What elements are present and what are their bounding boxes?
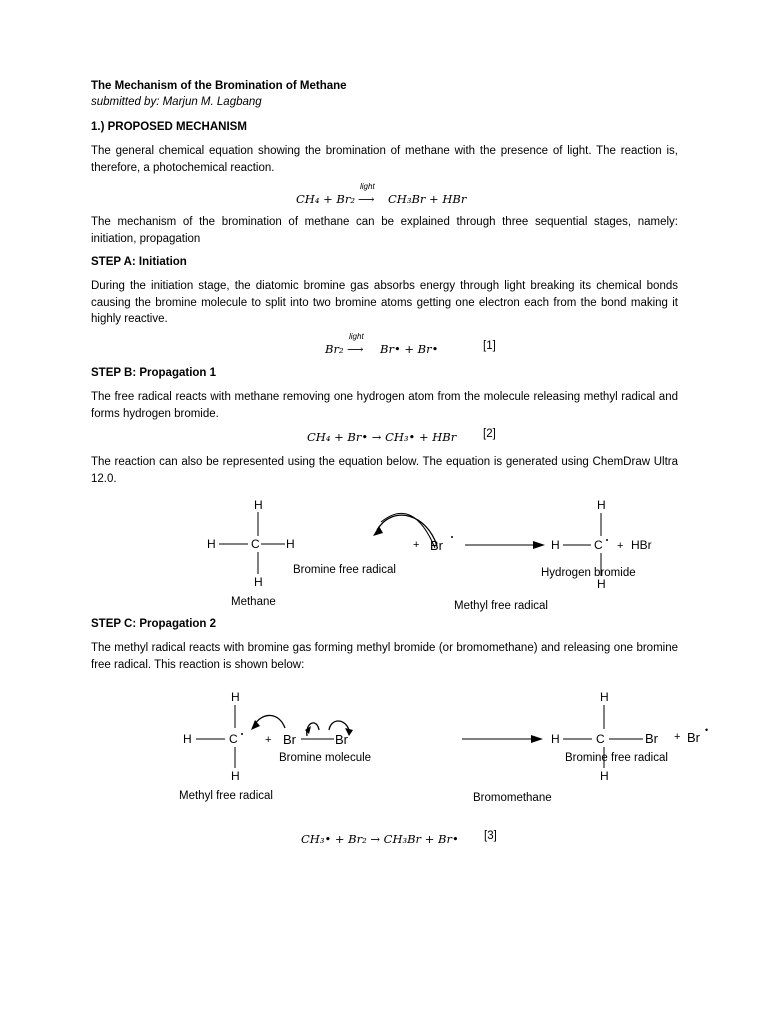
bm-br: Br [645, 731, 658, 746]
label-methane: Methane [231, 596, 276, 608]
methane-h-top: H [254, 498, 263, 512]
mr-h-left: H [183, 732, 192, 746]
methyl-h-top: H [597, 498, 606, 512]
step-a-heading: STEP A: Initiation [91, 256, 187, 268]
equation-1 [325, 332, 585, 360]
eq1-arrow: ⟶ [347, 342, 364, 356]
label-methyl-free-radical-1: Methyl free radical [454, 600, 548, 612]
eq3-number: [3] [484, 830, 497, 842]
eq2-number: [2] [483, 428, 496, 440]
mr-h-bottom: H [231, 769, 240, 783]
bm-h-top: H [600, 690, 609, 704]
eq2-text: CH₄ + Br• → CH₃• + HBr [307, 430, 457, 444]
br-2: Br [335, 732, 348, 747]
label-hydrogen-bromide: Hydrogen bromide [541, 567, 636, 579]
section-heading-proposed-mechanism: 1.) PROPOSED MECHANISM [91, 121, 247, 133]
methane-h-bottom: H [254, 575, 263, 589]
eq-general-right: CH₃Br + HBr [388, 192, 467, 206]
step-b-paragraph: The free radical reacts with methane removing one hydrogen atom from the molecule releasing methyl radical and forms hydrogen bromide. [91, 391, 678, 420]
eq1-number: [1] [483, 340, 496, 352]
plus-1: + [413, 539, 420, 551]
mr-c: C [229, 732, 238, 746]
eq1-over: light [349, 332, 364, 341]
step-b-paragraph-2: The reaction can also be represented using the equation below. The equation is generated using ChemDraw Ultra 12.0. [91, 456, 678, 485]
br-1: Br [283, 732, 296, 747]
plus-4: + [674, 731, 681, 743]
eq3-text: CH₃• + Br₂ → CH₃Br + Br• [301, 832, 459, 846]
bm-h-left: H [551, 732, 560, 746]
eq-general-arrow: ⟶ [358, 192, 375, 206]
document-title: The Mechanism of the Bromination of Methane [91, 80, 347, 92]
label-methyl-free-radical-2: Methyl free radical [179, 790, 273, 802]
step-c-heading: STEP C: Propagation 2 [91, 618, 217, 630]
step-a-paragraph: During the initiation stage, the diatomic bromine gas absorbs energy through light breaking its chemical bonds causing the bromine molecule to split into two bromine atoms getting one electron each from the bond making it highly reactive. [91, 280, 678, 325]
eq-general-left: CH₄ + Br₂ [296, 192, 355, 206]
hbr-product: HBr [631, 538, 652, 552]
eq1-left: Br₂ [325, 342, 344, 356]
radical-dot: • [705, 725, 709, 735]
label-bromine-free-radical-2: Bromine free radical [565, 752, 668, 764]
intro-paragraph: The general chemical equation showing the bromination of methane with the presence of light. The reaction is, therefore, a photochemical reaction. [91, 145, 678, 174]
equation-general [296, 182, 496, 210]
step-b-heading: STEP B: Propagation 1 [91, 367, 217, 379]
label-bromine-free-radical-1: Bromine free radical [293, 564, 396, 576]
stages-paragraph: The mechanism of the bromination of methane can be explained through three sequential stages, namely: initiation, propagation [91, 216, 678, 245]
methane-h-left: H [207, 537, 216, 551]
electron-arrow-1 [377, 515, 437, 546]
label-bromomethane: Bromomethane [473, 792, 552, 804]
methyl-h-bottom: H [597, 577, 606, 591]
methyl-c: C [594, 538, 603, 552]
plus-2: + [617, 540, 624, 552]
equation-3 [301, 830, 541, 852]
byline: submitted by: Marjun M. Lagbang [91, 96, 262, 108]
bm-c: C [596, 732, 605, 746]
step-c-paragraph: The methyl radical reacts with bromine gas forming methyl bromide (or bromomethane) and releasing one bromine free radical. This reaction is shown below: [91, 642, 678, 671]
bm-h-bottom: H [600, 769, 609, 783]
methyl-h-left: H [551, 538, 560, 552]
propagation-2-diagram [179, 688, 679, 803]
equation-2 [307, 428, 547, 450]
eq-general-over: light [360, 182, 375, 191]
plus-3: + [265, 734, 272, 746]
methane-h-right: H [286, 537, 295, 551]
bromine-radical: Br [430, 538, 443, 553]
methane-c: C [251, 537, 260, 551]
br-radical-product: Br [687, 730, 700, 745]
eq1-right: Br• + Br• [380, 342, 439, 356]
label-bromine-molecule: Bromine molecule [279, 752, 372, 764]
mr-h-top: H [231, 690, 240, 704]
